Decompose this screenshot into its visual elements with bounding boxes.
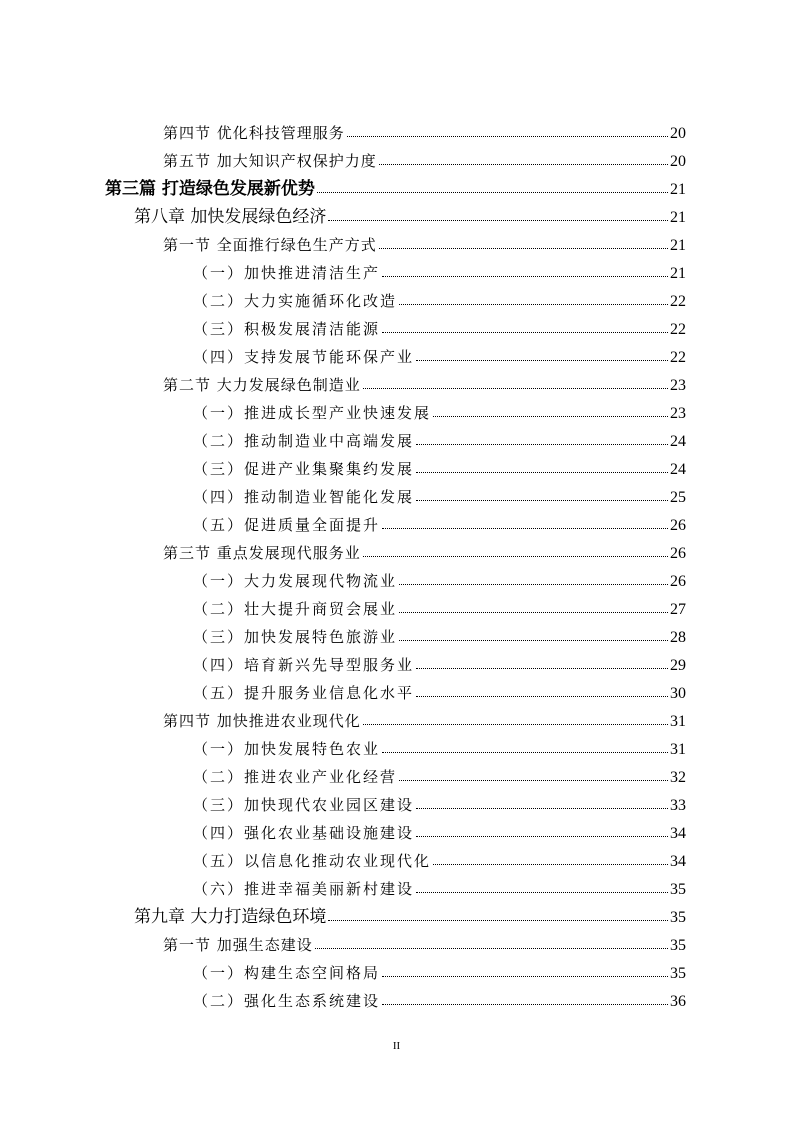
dot-leader xyxy=(399,612,668,613)
toc-entry-chapter[interactable] xyxy=(0,199,793,227)
toc-entry-title: （三）积极发展清洁能源 xyxy=(193,320,381,338)
dot-leader xyxy=(416,696,668,697)
toc-entry-title: 第一节 加强生态建设 xyxy=(163,936,313,954)
toc-entry-title: （三）促进产业集聚集约发展 xyxy=(193,460,415,478)
dot-leader xyxy=(416,808,668,809)
dot-leader xyxy=(379,164,668,165)
dot-leader xyxy=(416,892,668,893)
dot-leader xyxy=(328,920,668,921)
toc-entry-page-number: 23 xyxy=(670,405,686,422)
toc-entry-item[interactable] xyxy=(0,815,793,843)
toc-entry-title: （一）加快发展特色农业 xyxy=(193,740,381,758)
toc-entry-title: （四）支持发展节能环保产业 xyxy=(193,348,415,366)
toc-entry-page-number: 29 xyxy=(670,657,686,674)
dot-leader xyxy=(363,388,668,389)
dot-leader xyxy=(363,724,668,725)
toc-entry-title: （一）加快推进清洁生产 xyxy=(193,264,381,282)
toc-entry-page-number: 21 xyxy=(670,181,686,198)
toc-entry-title: 第四节 优化科技管理服务 xyxy=(163,124,345,142)
toc-entry-title: （二）强化生态系统建设 xyxy=(193,992,381,1010)
dot-leader xyxy=(433,864,668,865)
dot-leader xyxy=(399,584,668,585)
toc-entry-page-number: 34 xyxy=(670,853,686,870)
toc-entry-page-number: 34 xyxy=(670,825,686,842)
toc-entry-page-number: 22 xyxy=(670,321,686,338)
dot-leader xyxy=(382,1004,668,1005)
toc-entry-title: 第三篇 打造绿色发展新优势 xyxy=(105,179,315,199)
dot-leader xyxy=(382,528,668,529)
toc-entry-title: （二）推进农业产业化经营 xyxy=(193,768,398,786)
toc-entry-title: （四）推动制造业智能化发展 xyxy=(193,488,415,506)
toc-entry-section[interactable] xyxy=(0,227,793,255)
toc-entry-title: 第二节 大力发展绿色制造业 xyxy=(163,376,361,394)
toc-entry-part[interactable] xyxy=(0,171,793,199)
toc-entry-item[interactable] xyxy=(0,843,793,871)
toc-entry-item[interactable] xyxy=(0,591,793,619)
dot-leader xyxy=(347,136,668,137)
dot-leader xyxy=(416,472,668,473)
toc-entry-section[interactable] xyxy=(0,143,793,171)
toc-entry-title: （一）大力发展现代物流业 xyxy=(193,572,398,590)
toc-entry-section[interactable] xyxy=(0,115,793,143)
toc-entry-page-number: 25 xyxy=(670,489,686,506)
toc-entry-title: 第三节 重点发展现代服务业 xyxy=(163,544,361,562)
dot-leader xyxy=(399,304,668,305)
toc-entry-page-number: 20 xyxy=(670,125,686,142)
toc-entry-page-number: 21 xyxy=(670,209,686,226)
toc-entry-item[interactable] xyxy=(0,395,793,423)
toc-entry-page-number: 32 xyxy=(670,769,686,786)
toc-entry-item[interactable] xyxy=(0,339,793,367)
toc-entry-page-number: 35 xyxy=(670,965,686,982)
dot-leader xyxy=(416,836,668,837)
toc-entry-title: 第五节 加大知识产权保护力度 xyxy=(163,152,377,170)
dot-leader xyxy=(382,752,668,753)
toc-entry-item[interactable] xyxy=(0,955,793,983)
toc-entry-title: （二）壮大提升商贸会展业 xyxy=(193,600,398,618)
dot-leader xyxy=(399,640,668,641)
dot-leader xyxy=(382,976,668,977)
dot-leader xyxy=(363,556,668,557)
toc-entry-title: （四）强化农业基础设施建设 xyxy=(193,824,415,842)
toc-entry-page-number: 24 xyxy=(670,433,686,450)
toc-entry-item[interactable] xyxy=(0,787,793,815)
toc-entry-title: 第九章 大力打造绿色环境 xyxy=(134,907,327,927)
toc-entry-page-number: 21 xyxy=(670,237,686,254)
toc-entry-page-number: 30 xyxy=(670,685,686,702)
table-of-contents xyxy=(0,115,793,1011)
toc-entry-page-number: 26 xyxy=(670,517,686,534)
dot-leader xyxy=(416,360,668,361)
toc-entry-item[interactable] xyxy=(0,563,793,591)
toc-entry-title: （四）培育新兴先导型服务业 xyxy=(193,656,415,674)
toc-entry-page-number: 26 xyxy=(670,573,686,590)
toc-entry-item[interactable] xyxy=(0,283,793,311)
toc-entry-page-number: 31 xyxy=(670,741,686,758)
toc-entry-page-number: 35 xyxy=(670,937,686,954)
toc-entry-item[interactable] xyxy=(0,647,793,675)
toc-entry-page-number: 35 xyxy=(670,881,686,898)
toc-entry-page-number: 27 xyxy=(670,601,686,618)
toc-entry-title: （一）构建生态空间格局 xyxy=(193,964,381,982)
dot-leader xyxy=(382,276,668,277)
toc-entry-item[interactable] xyxy=(0,255,793,283)
toc-entry-section[interactable] xyxy=(0,927,793,955)
dot-leader xyxy=(416,668,668,669)
dot-leader xyxy=(399,780,668,781)
toc-entry-title: （五）促进质量全面提升 xyxy=(193,516,381,534)
toc-entry-item[interactable] xyxy=(0,479,793,507)
toc-entry-title: （五）以信息化推动农业现代化 xyxy=(193,852,432,870)
toc-entry-page-number: 23 xyxy=(670,377,686,394)
toc-entry-item[interactable] xyxy=(0,507,793,535)
toc-entry-title: 第一节 全面推行绿色生产方式 xyxy=(163,236,377,254)
toc-entry-page-number: 33 xyxy=(670,797,686,814)
toc-entry-section[interactable] xyxy=(0,367,793,395)
dot-leader xyxy=(416,444,668,445)
toc-entry-page-number: 22 xyxy=(670,349,686,366)
toc-entry-item[interactable] xyxy=(0,675,793,703)
toc-entry-page-number: 31 xyxy=(670,713,686,730)
toc-entry-item[interactable] xyxy=(0,451,793,479)
toc-entry-title: （六）推进幸福美丽新村建设 xyxy=(193,880,415,898)
dot-leader xyxy=(433,416,668,417)
toc-entry-page-number: 24 xyxy=(670,461,686,478)
toc-entry-title: 第四节 加快推进农业现代化 xyxy=(163,712,361,730)
toc-entry-page-number: 28 xyxy=(670,629,686,646)
toc-entry-title: （三）加快现代农业园区建设 xyxy=(193,796,415,814)
toc-entry-item[interactable] xyxy=(0,311,793,339)
toc-entry-page-number: 36 xyxy=(670,993,686,1010)
toc-entry-item[interactable] xyxy=(0,759,793,787)
toc-entry-page-number: 26 xyxy=(670,545,686,562)
toc-entry-item[interactable] xyxy=(0,731,793,759)
toc-entry-section[interactable] xyxy=(0,535,793,563)
toc-entry-section[interactable] xyxy=(0,703,793,731)
toc-entry-item[interactable] xyxy=(0,423,793,451)
dot-leader xyxy=(379,248,668,249)
dot-leader xyxy=(317,192,668,193)
dot-leader xyxy=(328,220,668,221)
dot-leader xyxy=(416,500,668,501)
toc-entry-title: （一）推进成长型产业快速发展 xyxy=(193,404,432,422)
toc-entry-item[interactable] xyxy=(0,619,793,647)
toc-entry-page-number: 22 xyxy=(670,293,686,310)
toc-entry-title: （二）推动制造业中高端发展 xyxy=(193,432,415,450)
page-number-footer: II xyxy=(392,1040,401,1052)
toc-entry-page-number: 35 xyxy=(670,909,686,926)
toc-entry-title: 第八章 加快发展绿色经济 xyxy=(134,207,327,227)
toc-entry-item[interactable] xyxy=(0,871,793,899)
dot-leader xyxy=(315,948,668,949)
toc-entry-page-number: 20 xyxy=(670,153,686,170)
toc-entry-title: （三）加快发展特色旅游业 xyxy=(193,628,398,646)
toc-entry-item[interactable] xyxy=(0,983,793,1011)
toc-entry-title: （五）提升服务业信息化水平 xyxy=(193,684,415,702)
dot-leader xyxy=(382,332,668,333)
toc-entry-page-number: 21 xyxy=(670,265,686,282)
toc-entry-chapter[interactable] xyxy=(0,899,793,927)
toc-entry-title: （二）大力实施循环化改造 xyxy=(193,292,398,310)
